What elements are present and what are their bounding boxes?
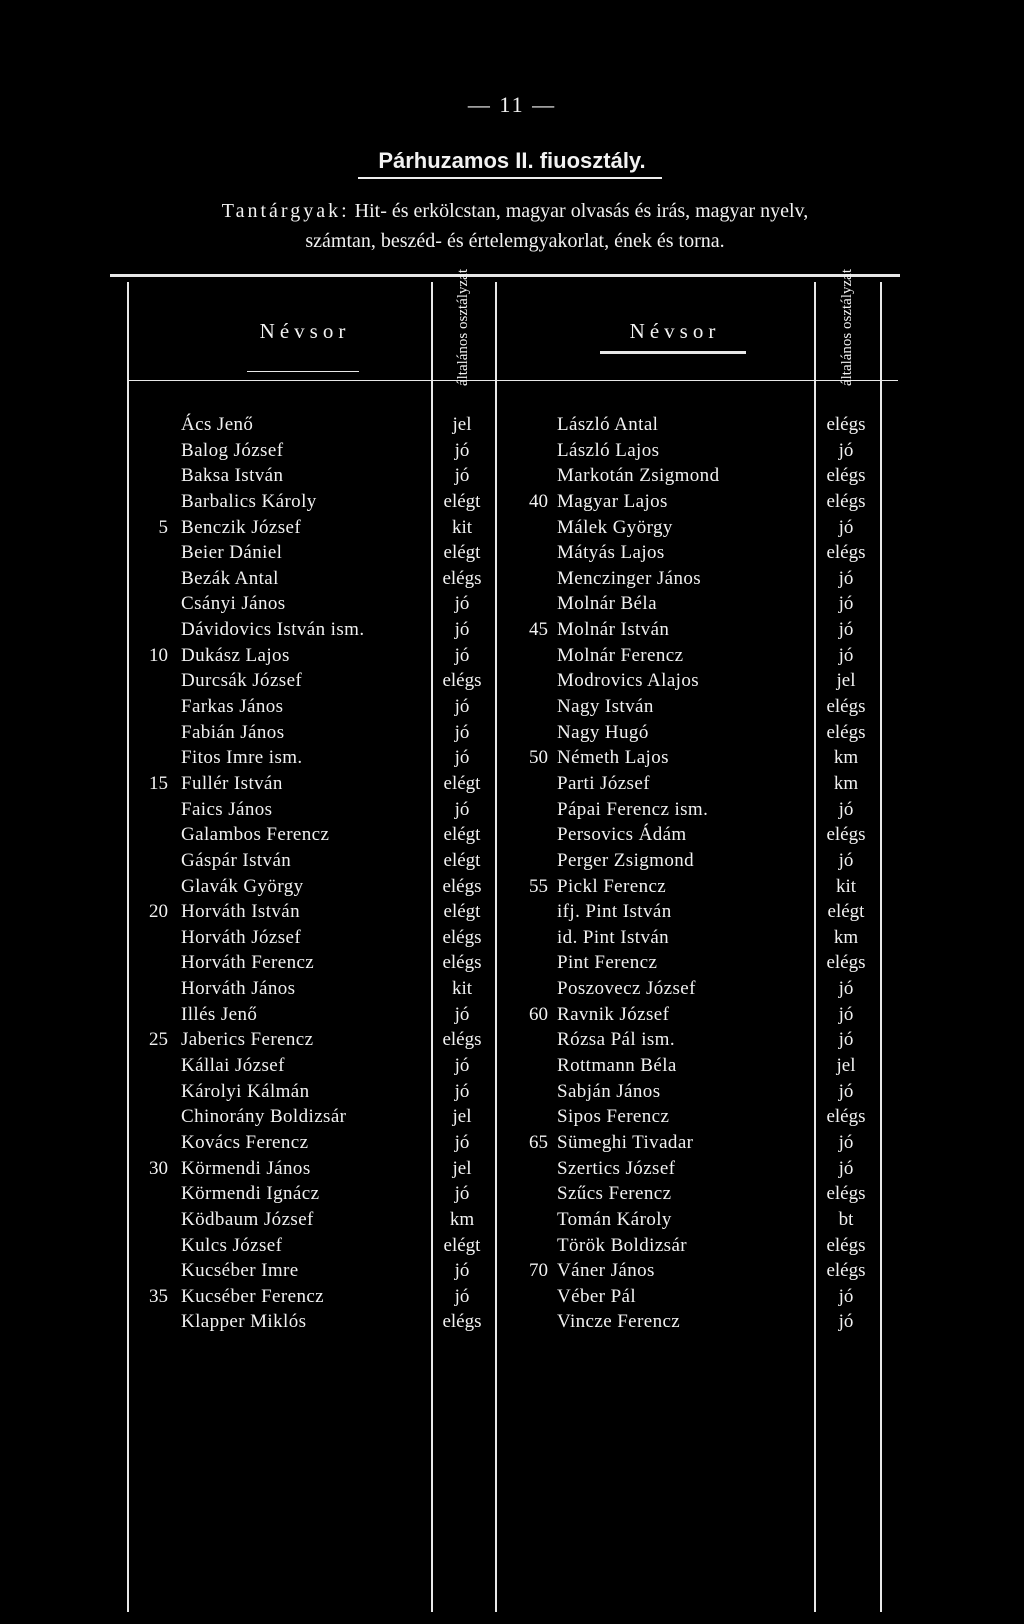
student-name-right: Sipos Ferencz (557, 1106, 670, 1128)
grade-left: elégt (443, 1234, 481, 1256)
header-name-left: Névsor (259, 319, 351, 343)
grade-left: jó (454, 721, 470, 743)
table-row (0, 438, 1024, 464)
grade-left: jó (454, 465, 470, 487)
table-row (0, 1309, 1024, 1335)
row-number-right: 65 (529, 1131, 548, 1153)
grade-right: jó (838, 1029, 854, 1051)
table-row (0, 489, 1024, 515)
grade-right: elégs (826, 952, 866, 974)
grade-right: jel (836, 1055, 856, 1077)
student-name-right: Parti József (557, 772, 650, 794)
student-name-left: Fitos Imre ism. (181, 747, 303, 769)
subjects-line2: számtan, beszéd- és értelemgyakorlat, ének és torna. (305, 230, 725, 252)
student-name-left: Faics János (181, 798, 273, 820)
subjects-paragraph (60, 196, 970, 256)
student-name-right: Török Boldizsár (557, 1234, 688, 1256)
student-name-left: Kovács Ferencz (181, 1131, 309, 1153)
student-name-left: Csányi János (181, 593, 286, 615)
table-body (0, 412, 1024, 1335)
grade-left: jó (454, 798, 470, 820)
grade-left: elégs (442, 1311, 482, 1333)
student-name-left: Horváth Ferencz (181, 952, 315, 974)
page-number: — 11 — (467, 92, 557, 117)
row-number-right: 55 (529, 875, 548, 897)
grade-right: jó (838, 1131, 854, 1153)
row-number-left: 30 (149, 1157, 168, 1179)
student-name-right: Magyar Lajos (557, 490, 668, 512)
row-number-left: 20 (149, 901, 168, 923)
header-grade-right (817, 269, 877, 387)
grade-right: jó (838, 1311, 854, 1333)
student-name-right: Menczinger János (557, 567, 702, 589)
grade-left: elégt (443, 772, 481, 794)
row-number-right: 45 (529, 619, 548, 641)
table-row (0, 591, 1024, 617)
student-name-right: Rottmann Béla (557, 1055, 677, 1077)
student-name-left: Gáspár István (181, 849, 292, 871)
student-name-right: Rózsa Pál ism. (557, 1029, 676, 1051)
student-name-right: Markotán Zsigmond (557, 465, 720, 487)
row-number-left: 15 (149, 772, 168, 794)
grade-left: jó (454, 1003, 470, 1025)
student-name-left: Horváth István (181, 901, 301, 923)
table-row (0, 822, 1024, 848)
student-name-right: id. Pint István (557, 926, 670, 948)
grade-left: kit (451, 516, 473, 538)
grade-left: elégt (443, 901, 481, 923)
student-name-right: Perger Zsigmond (557, 849, 695, 871)
grade-right: elégt (827, 901, 865, 923)
grade-left: elégt (443, 490, 481, 512)
grade-right: elégs (826, 1106, 866, 1128)
row-number-right: 60 (529, 1003, 548, 1025)
grade-left: jó (454, 747, 470, 769)
grade-right: elégs (826, 490, 866, 512)
grade-right: km (833, 747, 859, 769)
student-name-right: Molnár Béla (557, 593, 657, 615)
student-name-right: Molnár Ferencz (557, 644, 684, 666)
grade-left: jó (454, 696, 470, 718)
student-name-right: Váner János (557, 1260, 655, 1282)
table-row (0, 1233, 1024, 1259)
table-row (0, 1258, 1024, 1284)
grade-right: jó (838, 439, 854, 461)
student-name-right: Pickl Ferencz (557, 875, 667, 897)
grade-left: elégt (443, 542, 481, 564)
grade-left: kit (451, 978, 473, 1000)
student-name-left: Kucséber Imre (181, 1260, 299, 1282)
student-name-right: Szertics József (557, 1157, 676, 1179)
student-name-right: Mátyás Lajos (557, 542, 665, 564)
student-name-right: Véber Pál (557, 1285, 637, 1307)
grade-right: elégs (826, 542, 866, 564)
row-number-left: 5 (158, 516, 168, 538)
table-row (0, 1002, 1024, 1028)
table-row (0, 1156, 1024, 1182)
student-name-left: Benczik József (181, 516, 302, 538)
grade-right: jó (838, 619, 854, 641)
student-name-right: Vincze Ferencz (557, 1311, 681, 1333)
grade-right: elégs (826, 1183, 866, 1205)
student-name-right: László Lajos (557, 439, 660, 461)
grade-right: jó (838, 1003, 854, 1025)
row-number-right: 50 (529, 747, 548, 769)
student-name-left: Glavák György (181, 875, 304, 897)
table-row (0, 566, 1024, 592)
table-row (0, 540, 1024, 566)
student-name-left: Kállai József (181, 1055, 285, 1077)
header-grade-left-text: általános osztályzat (454, 269, 471, 387)
grade-right: jó (838, 593, 854, 615)
student-name-right: Sabján János (557, 1080, 661, 1102)
grade-right: elégs (826, 696, 866, 718)
table-row (0, 694, 1024, 720)
header-name-rule-left (247, 371, 359, 372)
grade-right: jó (838, 978, 854, 1000)
student-name-left: Balog József (181, 439, 284, 461)
grade-left: jel (452, 1106, 472, 1128)
header-grade-left (433, 269, 493, 387)
table-row (0, 848, 1024, 874)
student-name-right: Málek György (557, 516, 673, 538)
grade-left: jó (454, 1260, 470, 1282)
student-name-left: Ács Jenő (181, 414, 254, 435)
student-name-left: Fabián János (181, 721, 285, 743)
header-grade-right-text: általános osztályzat (838, 269, 855, 387)
table-row (0, 643, 1024, 669)
grade-left: jel (452, 1157, 472, 1179)
grade-right: elégs (826, 721, 866, 743)
student-name-right: Sümeghi Tivadar (557, 1131, 694, 1153)
grade-left: elégs (442, 952, 482, 974)
student-name-left: Bezák Antal (181, 567, 279, 589)
student-name-right: Németh Lajos (557, 747, 669, 769)
grade-right: jó (838, 798, 854, 820)
table-row (0, 874, 1024, 900)
subjects-lead: Tantárgyak: (221, 200, 350, 222)
student-name-left: Körmendi Ignácz (181, 1183, 320, 1205)
grade-left: jó (454, 439, 470, 461)
title-underline (358, 177, 662, 179)
header-bottom-rule (128, 380, 898, 381)
student-name-left: Chinorány Boldizsár (181, 1106, 347, 1128)
grade-right: jel (836, 670, 856, 692)
student-name-left: Fullér István (181, 772, 283, 794)
table-top-rule (110, 274, 900, 277)
student-name-left: Barbalics Károly (181, 490, 317, 512)
student-name-right: Pint Ferencz (557, 952, 658, 974)
grade-right: jó (838, 516, 854, 538)
table-row (0, 412, 1024, 438)
grade-right: jó (838, 1157, 854, 1179)
grade-left: km (449, 1208, 475, 1230)
table-row (0, 771, 1024, 797)
table-row (0, 925, 1024, 951)
student-name-left: Durcsák József (181, 670, 303, 692)
grade-left: jó (454, 1285, 470, 1307)
student-name-right: Poszovecz József (557, 978, 696, 1000)
grade-left: elégt (443, 849, 481, 871)
grade-left: elégs (442, 1029, 482, 1051)
table-row (0, 950, 1024, 976)
student-name-left: Jaberics Ferencz (181, 1029, 314, 1051)
student-name-left: Kucséber Ferencz (181, 1285, 325, 1307)
student-name-left: Klapper Miklós (181, 1311, 307, 1333)
grade-left: jó (454, 1080, 470, 1102)
student-name-left: Ködbaum József (181, 1208, 314, 1230)
row-number-left: 10 (149, 644, 168, 666)
grade-right: jó (838, 1285, 854, 1307)
student-name-left: Horváth János (181, 978, 296, 1000)
table-row (0, 463, 1024, 489)
grade-right: jó (838, 1080, 854, 1102)
table-row (0, 1284, 1024, 1310)
grade-right: bt (838, 1208, 854, 1230)
grade-right: jó (838, 644, 854, 666)
grade-right: elégs (826, 1234, 866, 1256)
table-row (0, 797, 1024, 823)
grade-right: km (833, 926, 859, 948)
grade-left: jó (454, 619, 470, 641)
header-name-right: Névsor (629, 319, 721, 343)
grade-right: jó (838, 567, 854, 589)
grade-left: jel (452, 414, 472, 435)
student-name-right: Nagy István (557, 696, 654, 718)
grade-right: jó (838, 849, 854, 871)
student-name-right: Persovics Ádám (557, 824, 687, 846)
student-name-right: ifj. Pint István (557, 901, 672, 923)
row-number-right: 40 (529, 490, 548, 512)
student-name-left: Kulcs József (181, 1234, 283, 1256)
grade-right: elégs (826, 824, 866, 846)
student-name-right: Pápai Ferencz ism. (557, 798, 709, 820)
table-row (0, 1130, 1024, 1156)
row-number-right: 70 (529, 1260, 548, 1282)
grade-left: jó (454, 1131, 470, 1153)
grade-right: elégs (826, 465, 866, 487)
grade-right: elégs (826, 414, 866, 435)
student-name-left: Farkas János (181, 696, 284, 718)
student-name-right: Modrovics Alajos (557, 670, 700, 692)
section-title: Párhuzamos II. fiuosztály. (378, 148, 646, 173)
table-row (0, 745, 1024, 771)
grade-left: elégt (443, 824, 481, 846)
grade-left: elégs (442, 670, 482, 692)
student-name-right: László Antal (557, 414, 659, 435)
grade-left: elégs (442, 875, 482, 897)
student-name-left: Horváth József (181, 926, 302, 948)
table-row (0, 1079, 1024, 1105)
student-name-right: Tomán Károly (557, 1208, 672, 1230)
table-row (0, 1181, 1024, 1207)
student-name-left: Dukász Lajos (181, 644, 290, 666)
student-name-left: Baksa István (181, 465, 284, 487)
grade-left: jó (454, 1055, 470, 1077)
table-row (0, 515, 1024, 541)
header-name-rule-right (600, 351, 746, 354)
grade-left: jó (454, 593, 470, 615)
grade-right: kit (835, 875, 857, 897)
student-name-left: Dávidovics István ism. (181, 619, 365, 641)
table-row (0, 976, 1024, 1002)
table-row (0, 720, 1024, 746)
subjects-line1: Hit- és erkölcstan, magyar olvasás és irás, magyar nyelv, (354, 200, 809, 222)
student-name-left: Körmendi János (181, 1157, 311, 1179)
table-row (0, 1104, 1024, 1130)
grade-left: elégs (442, 926, 482, 948)
grade-right: km (833, 772, 859, 794)
student-name-right: Szűcs Ferencz (557, 1183, 672, 1205)
table-row (0, 668, 1024, 694)
row-number-left: 25 (149, 1029, 168, 1051)
student-name-right: Ravnik József (557, 1003, 670, 1025)
row-number-left: 35 (149, 1285, 168, 1307)
table-row (0, 1053, 1024, 1079)
student-name-right: Molnár István (557, 619, 670, 641)
table-row (0, 1027, 1024, 1053)
student-name-left: Illés Jenő (181, 1003, 258, 1025)
grade-left: elégs (442, 567, 482, 589)
grade-left: jó (454, 1183, 470, 1205)
table-row (0, 617, 1024, 643)
student-name-left: Károlyi Kálmán (181, 1080, 310, 1102)
student-name-left: Beier Dániel (181, 542, 283, 564)
grade-left: jó (454, 644, 470, 666)
grade-right: elégs (826, 1260, 866, 1282)
student-name-left: Galambos Ferencz (181, 824, 330, 846)
student-name-right: Nagy Hugó (557, 721, 649, 743)
table-row (0, 1207, 1024, 1233)
table-row (0, 899, 1024, 925)
